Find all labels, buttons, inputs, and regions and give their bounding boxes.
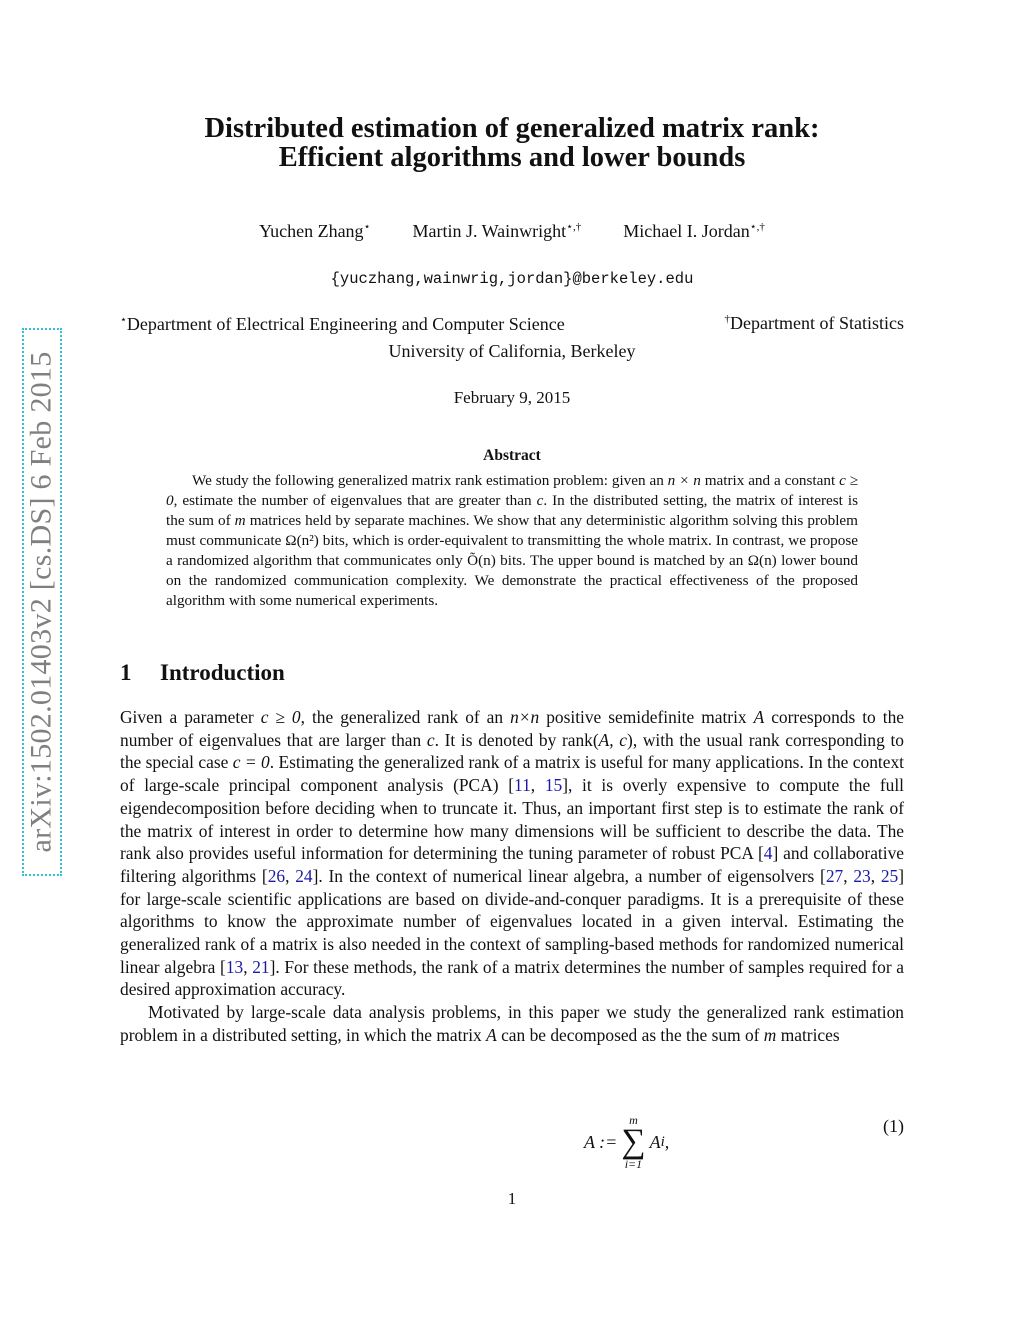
- equation-body: A := m ∑ i=1 A i ,: [584, 1113, 670, 1171]
- equation-subscript: i: [660, 1133, 665, 1150]
- citation-link[interactable]: 26: [267, 865, 286, 886]
- equation-1: [120, 1098, 904, 1171]
- abstract-text: We study the following generalized matrix rank estimation problem: given an n × n matrix and a constant c ≥ 0, estimate the number of eigenvalues that are greater than c. In the distributed setting, the matrix of interest is the sum of m matrices held by separate machines. We show that any deterministic algorithm solving this problem must communicate Ω(n²) bits, which is order-equivalent to transmitting the whole matrix. In contrast, we propose a randomized algorithm that communicates only Õ(n) bits. The upper bound is matched by an Ω(n) lower bound on the randomized communication complexity. We demonstrate the practical effectiveness of the proposed algorithm with some numerical experiments.: [166, 472, 858, 609]
- section-title: Introduction: [160, 660, 285, 685]
- title-line-2: Efficient algorithms and lower bounds: [278, 142, 746, 173]
- paper-title: [100, 114, 924, 172]
- affiliation-eecs: ⋆Department of Electrical Engineering and Computer Science: [120, 314, 565, 334]
- citation-link[interactable]: 27: [825, 865, 844, 886]
- summation: [621, 1114, 645, 1170]
- email-users: {yuczhang,wainwrig,jordan}: [330, 270, 573, 288]
- introduction-body: [120, 706, 904, 1047]
- sum-sign: ∑: [621, 1123, 646, 1160]
- author-mark: ⋆,†: [566, 221, 582, 233]
- citation-link[interactable]: 23: [853, 865, 871, 886]
- citation-link[interactable]: 24: [295, 865, 313, 886]
- sum-upper-limit: m: [629, 1113, 638, 1127]
- equation-number: (1): [883, 1116, 904, 1136]
- author-mark: ⋆,†: [749, 221, 765, 233]
- citation-link[interactable]: 25: [880, 865, 899, 886]
- intro-paragraph-1: Given a parameter c ≥ 0, the generalized rank of an n×n positive semidefinite matrix A corresponds to the number of eigenvalues that are larger than c. It is denoted by rank(A, c), with the usual rank corresponding to the special case c = 0. Estimating the generalized rank of a matrix is useful for many applications. In the context of large-scale principal component analysis (PCA) [11, 15], it is overly expensive to compute the full eigendecomposition before deciding when to truncate it. Thus, an important first step is to estimate the rank of the matrix of interest in order to determine how many dimensions will be sufficient to describe the data. The rank also provides useful information for determining the tuning parameter of robust PCA [4] and collaborative filtering algorithms [26, 24]. In the context of numerical linear algebra, a number of eigensolvers [27, 23, 25] for large-scale scientific applications are based on divide-and-conquer paradigms. It is a prerequisite of these algorithms to know the approximate number of eigenvalues located in a given interval. Estimating the generalized rank of a matrix is also needed in the context of sampling-based methods for randomized numerical linear algebra [13, 21]. For these methods, the rank of a matrix determines the number of samples required for a desired approximation accuracy.: [120, 707, 905, 1000]
- arxiv-id-text: arXiv:1502.01403v2 [cs.DS] 6 Feb 2015: [25, 351, 58, 853]
- abstract-heading: Abstract: [483, 447, 541, 464]
- sum-lower-limit: i=1: [624, 1157, 643, 1171]
- citation-link[interactable]: 15: [544, 775, 563, 796]
- arxiv-stamp[interactable]: [22, 328, 62, 876]
- author: Yuchen Zhang⋆: [259, 221, 371, 241]
- email-domain: @berkeley.edu: [572, 270, 694, 288]
- section-heading-introduction: [120, 660, 285, 686]
- author-list: [100, 220, 924, 242]
- citation-link[interactable]: 11: [514, 775, 531, 796]
- affiliation-university: University of California, Berkeley: [388, 341, 636, 361]
- equation-lhs: A :=: [584, 1131, 618, 1152]
- citation-link[interactable]: 13: [225, 956, 244, 977]
- section-number: 1: [120, 660, 132, 685]
- author: Michael I. Jordan⋆,†: [623, 221, 765, 241]
- author-mark: ⋆: [363, 221, 371, 233]
- intro-paragraph-2: Motivated by large-scale data analysis problems, in this paper we study the generalized rank estimation problem in a distributed setting, in which the matrix A can be decomposed as the the sum of m matrices: [120, 1002, 904, 1045]
- equation-term: A: [649, 1131, 661, 1152]
- page-number: 1: [507, 1189, 517, 1208]
- affiliation-statistics: †Department of Statistics: [724, 313, 904, 333]
- author: Martin J. Wainwright⋆,†: [412, 221, 582, 241]
- paper-date: February 9, 2015: [453, 388, 571, 407]
- citation-link[interactable]: 4: [763, 843, 773, 864]
- citation-link[interactable]: 21: [252, 956, 270, 977]
- title-line-1: Distributed estimation of generalized matrix rank:: [204, 113, 820, 144]
- author-emails: [100, 268, 924, 288]
